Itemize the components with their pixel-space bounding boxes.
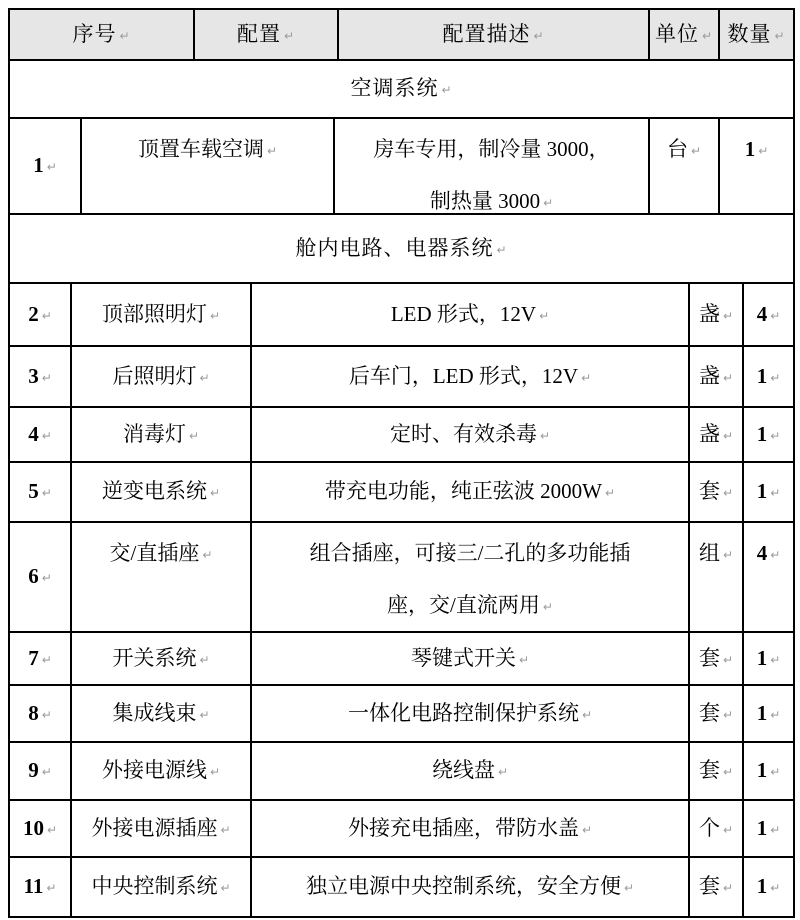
config-description-lines [348,700,592,728]
row-number-cell [10,523,72,633]
unit-value: 套 ↵ [699,478,733,506]
header-cell-description [339,10,650,61]
config-name: 外接电源插座 ↵ [91,815,230,843]
table-row [10,633,795,686]
config-description-line: 外接充电插座，带防水盖 ↵ [348,815,592,843]
unit-cell [690,858,744,918]
quantity-value: 4 ↵ [757,527,781,581]
unit-value: 套 ↵ [699,757,733,785]
config-name-cell [72,858,252,918]
section-title: 空调系统 ↵ [350,75,452,103]
row-number-cell [10,284,72,347]
config-name-cell [72,347,252,408]
config-description-lines [432,757,508,785]
config-name: 顶部照明灯 ↵ [102,301,220,329]
quantity-cell [744,743,795,801]
config-description-cell [252,284,690,347]
table-row [10,408,795,463]
unit-value: 台 ↵ [667,123,701,177]
quantity-value: 1 ↵ [745,123,769,177]
row-number: 11 ↵ [24,873,57,901]
unit-value: 套 ↵ [699,873,733,901]
quantity-value: 1 ↵ [757,757,781,785]
config-description-cell [252,686,690,743]
config-name: 开关系统 ↵ [112,645,209,673]
config-name-cell [72,743,252,801]
unit-cell [690,801,744,858]
config-description-cell [252,523,690,633]
unit-value: 组 ↵ [699,527,733,581]
row-number: 5 ↵ [28,478,52,506]
config-description-line: 组合插座，可接三/二孔的多功能插 [309,541,631,565]
table-row [10,119,795,215]
quantity-value: 4 ↵ [757,301,781,329]
config-name-cell [72,523,252,633]
table-row [10,284,795,347]
config-description-line: 后车门，LED 形式，12V ↵ [349,363,591,391]
unit-cell [650,119,720,215]
unit-value: 个 ↵ [699,815,733,843]
config-name: 顶置车载空调 ↵ [138,123,277,177]
config-description-cell [252,347,690,408]
row-number: 3 ↵ [28,363,52,391]
unit-value: 盏 ↵ [699,301,733,329]
row-number: 7 ↵ [28,645,52,673]
config-name-cell [72,686,252,743]
unit-cell [690,347,744,408]
unit-cell [690,523,744,633]
config-description-line: 琴键式开关 ↵ [411,645,529,673]
config-name: 消毒灯 ↵ [123,421,199,449]
row-number-cell [10,119,82,215]
config-description-line: 房车专用，制冷量 3000， [373,137,610,161]
config-description-line: 座，交/直流两用 ↵ [387,579,553,633]
config-description-lines [349,363,591,391]
quantity-cell [744,523,795,633]
config-name-cell [72,284,252,347]
section-title-cell [10,61,795,119]
unit-cell [690,408,744,463]
config-name: 交/直插座 ↵ [110,527,213,581]
config-description-lines [373,123,609,229]
header-cell-quantity [720,10,795,61]
table-row [10,463,795,523]
config-description-line: 绕线盘 ↵ [432,757,508,785]
row-number-cell [10,686,72,743]
unit-value: 盏 ↵ [699,363,733,391]
config-name-cell [82,119,335,215]
quantity-cell [744,801,795,858]
table-row [10,686,795,743]
quantity-value: 1 ↵ [757,363,781,391]
row-number: 4 ↵ [28,421,52,449]
unit-cell [690,463,744,523]
row-number: 9 ↵ [28,757,52,785]
config-description-line: 定时、有效杀毒 ↵ [390,421,550,449]
config-description-lines [391,301,549,329]
unit-cell [690,743,744,801]
config-table [8,8,795,918]
header-label: 数量 ↵ [727,21,785,49]
unit-value: 盏 ↵ [699,421,733,449]
config-name: 逆变电系统 ↵ [102,478,220,506]
quantity-value: 1 ↵ [757,700,781,728]
table-header-row [10,10,795,61]
quantity-value: 1 ↵ [757,873,781,901]
config-description-cell [252,408,690,463]
table-row [10,858,795,918]
config-description-line: 带充电功能，纯正弦波 2000W ↵ [325,478,615,506]
quantity-value: 1 ↵ [757,815,781,843]
quantity-cell [744,686,795,743]
row-number: 10 ↵ [23,815,57,843]
config-description-cell [252,743,690,801]
config-name: 中央控制系统 ↵ [91,873,230,901]
header-cell-config [195,10,339,61]
row-number-cell [10,408,72,463]
config-description-lines [411,645,529,673]
config-name: 后照明灯 ↵ [112,363,209,391]
config-name-cell [72,463,252,523]
section-title-row [10,215,795,284]
config-description-cell [252,801,690,858]
config-description-line: 一体化电路控制保护系统 ↵ [348,700,592,728]
header-label: 单位 ↵ [655,21,713,49]
table-row [10,743,795,801]
config-description-cell [252,633,690,686]
config-name: 集成线束 ↵ [112,700,209,728]
config-name: 外接电源线 ↵ [102,757,220,785]
config-description-line: 独立电源中央控制系统，安全方便 ↵ [306,873,634,901]
row-number-cell [10,858,72,918]
config-description-cell [252,858,690,918]
quantity-cell [744,347,795,408]
quantity-cell [720,119,795,215]
unit-cell [690,633,744,686]
section-title-row [10,61,795,119]
config-description-cell [335,119,650,215]
config-name-cell [72,408,252,463]
config-description-line: LED 形式，12V ↵ [391,301,549,329]
config-description-line: 制热量 3000 ↵ [430,175,553,229]
quantity-cell [744,858,795,918]
quantity-value: 1 ↵ [757,478,781,506]
quantity-cell [744,284,795,347]
unit-cell [690,686,744,743]
row-number-cell [10,801,72,858]
unit-value: 套 ↵ [699,645,733,673]
table-row [10,347,795,408]
row-number: 2 ↵ [28,301,52,329]
config-description-lines [325,478,615,506]
section-title: 舱内电路、电器系统 ↵ [295,235,507,263]
quantity-value: 1 ↵ [757,645,781,673]
unit-value: 套 ↵ [699,700,733,728]
header-cell-no [10,10,195,61]
row-number: 1 ↵ [33,152,57,180]
row-number: 6 ↵ [28,563,52,591]
config-name-cell [72,801,252,858]
config-description-lines [348,815,592,843]
quantity-cell [744,408,795,463]
config-description-cell [252,463,690,523]
row-number-cell [10,347,72,408]
config-description-lines [390,421,550,449]
config-description-lines [310,527,631,633]
unit-cell [690,284,744,347]
quantity-cell [744,463,795,523]
table-row [10,523,795,633]
config-name-cell [72,633,252,686]
row-number-cell [10,633,72,686]
row-number-cell [10,463,72,523]
quantity-value: 1 ↵ [757,421,781,449]
header-label: 序号 ↵ [72,21,130,49]
header-label: 配置 ↵ [237,21,295,49]
row-number-cell [10,743,72,801]
config-description-lines [306,873,634,901]
table-row [10,801,795,858]
section-title-cell [10,215,795,284]
header-label: 配置描述 ↵ [442,21,544,49]
row-number: 8 ↵ [28,700,52,728]
header-cell-unit [650,10,720,61]
quantity-cell [744,633,795,686]
